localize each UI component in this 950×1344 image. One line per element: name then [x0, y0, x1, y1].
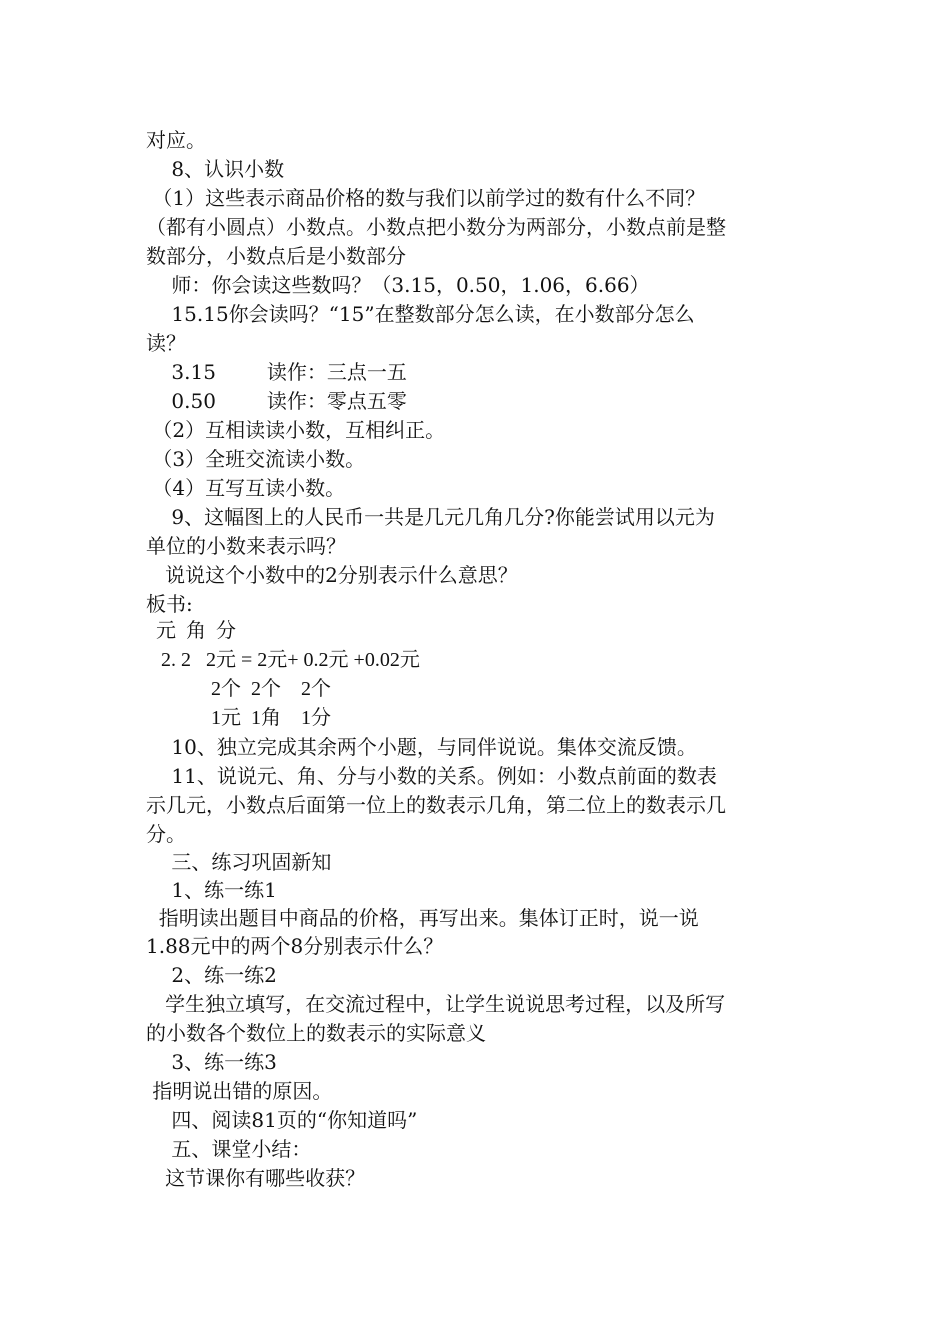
board-line: 元 角 分 — [146, 620, 236, 642]
text-line: 单位的小数来表示吗？ — [146, 534, 346, 558]
text-line: 指明读出题目中商品的价格，再写出来。集体订正时，说一说 — [146, 906, 699, 930]
text-line: 8、认识小数 — [146, 157, 285, 181]
text-line: 师：你会读这些数吗？（3.15，0.50，1.06，6.66） — [146, 273, 650, 297]
text-line: 学生独立填写，在交流过程中，让学生说说思考过程，以及所写 — [146, 992, 726, 1016]
text-line: 3.15 读作：三点一五 — [146, 360, 407, 384]
board-line: 2个 2个 2个 — [146, 678, 331, 700]
text-line: 15.15你会读吗？“15”在整数部分怎么读，在小数部分怎么 — [146, 302, 695, 326]
text-line: 1、练一练1 — [146, 878, 277, 902]
text-line: 说说这个小数中的2分别表示什么意思？ — [146, 563, 518, 587]
text-line: 示几元，小数点后面第一位上的数表示几角，第二位上的数表示几 — [146, 793, 726, 817]
text-line: 数部分，小数点后是小数部分 — [146, 244, 406, 268]
text-line: 这节课你有哪些收获？ — [146, 1166, 366, 1190]
text-line: 2、练一练2 — [146, 963, 277, 987]
text-line: 9、这幅图上的人民币一共是几元几角几分?你能尝试用以元为 — [146, 505, 715, 529]
text-line: 分。 — [146, 822, 186, 846]
text-line: 指明说出错的原因。 — [146, 1079, 333, 1103]
text-line: 的小数各个数位上的数表示的实际意义 — [146, 1021, 486, 1045]
text-line: （3）全班交流读小数。 — [146, 447, 366, 471]
text-line: （2）互相读读小数，互相纠正。 — [146, 418, 446, 442]
text-line: 3、练一练3 — [146, 1050, 277, 1074]
text-line: （1）这些表示商品价格的数与我们以前学过的数有什么不同？ — [146, 186, 706, 210]
text-line: 对应。 — [146, 128, 206, 152]
text-line: 10、独立完成其余两个小题，与同伴说说。集体交流反馈。 — [146, 735, 697, 759]
text-line: 读？ — [146, 331, 186, 355]
section-heading: 五、课堂小结： — [146, 1137, 312, 1161]
board-line: 2. 2 2元 = 2元+ 0.2元 +0.02元 — [146, 649, 420, 671]
text-line: （4）互写互读小数。 — [146, 476, 346, 500]
section-heading: 四、阅读81页的“你知道吗” — [146, 1108, 418, 1132]
board-line: 1元 1角 1分 — [146, 707, 331, 729]
text-line: 0.50 读作：零点五零 — [146, 389, 407, 413]
board-heading: 板书: — [146, 592, 193, 616]
text-line: 1.88元中的两个8分别表示什么？ — [146, 934, 444, 958]
text-line: 11、说说元、角、分与小数的关系。例如：小数点前面的数表 — [146, 764, 717, 788]
text-line: （都有小圆点）小数点。小数点把小数分为两部分，小数点前是整 — [146, 215, 726, 239]
section-heading: 三、练习巩固新知 — [146, 850, 332, 874]
